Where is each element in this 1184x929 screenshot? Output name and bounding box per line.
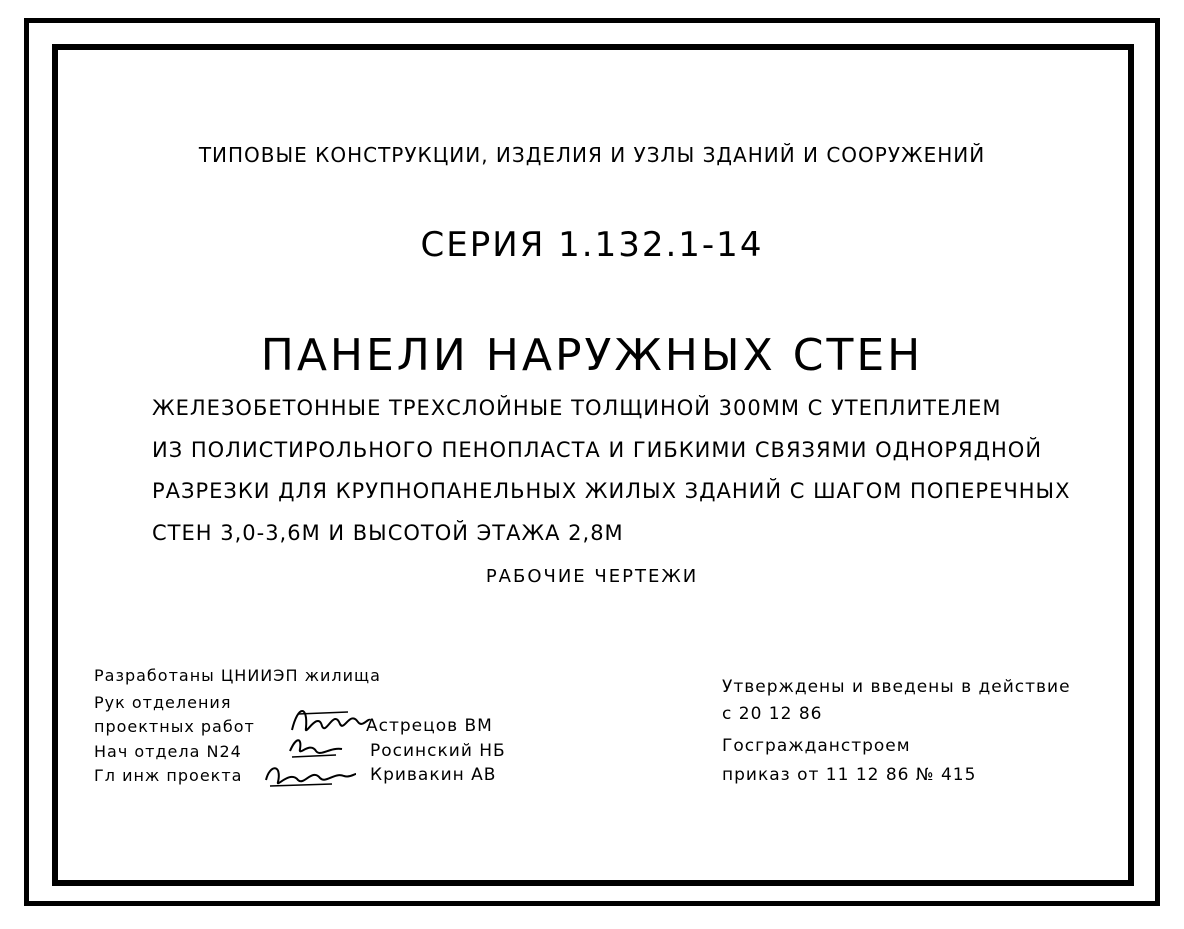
signer-name: Росинский НБ	[370, 741, 506, 761]
approval-line: Утверждены и введены в действие	[722, 677, 1071, 697]
chief-engineer-label: Гл инж проекта	[94, 766, 243, 785]
series-number: СЕРИЯ 1.132.1-14	[420, 225, 764, 265]
description-line: РАЗРЕЗКИ ДЛЯ КРУПНОПАНЕЛЬНЫХ ЖИЛЫХ ЗДАНИЙ С ШАГОМ ПОПЕРЕЧНЫХ	[152, 479, 1071, 503]
developed-by: Разработаны ЦНИИЭП жилища	[94, 666, 381, 685]
signer-name: Кривакин АВ	[370, 765, 497, 785]
dept-head-label: Рук отделения	[94, 693, 232, 712]
document-header: ТИПОВЫЕ КОНСТРУКЦИИ, ИЗДЕЛИЯ И УЗЛЫ ЗДАНИЙ И СООРУЖЕНИЙ	[198, 143, 986, 167]
dept-chief-label: Нач отдела N24	[94, 742, 242, 761]
description-line: ИЗ ПОЛИСТИРОЛЬНОГО ПЕНОПЛАСТА И ГИБКИМИ СВЯЗЯМИ ОДНОРЯДНОЙ	[152, 438, 1043, 462]
signature-2	[286, 733, 346, 761]
description-line: СТЕН 3,0-3,6М И ВЫСОТОЙ ЭТАЖА 2,8М	[152, 521, 624, 545]
approval-authority: Госгражданстроем	[722, 736, 911, 756]
work-drawings-label: РАБОЧИЕ ЧЕРТЕЖИ	[485, 566, 699, 587]
approval-order: приказ от 11 12 86 № 415	[722, 765, 977, 785]
dept-head-label-2: проектных работ	[94, 717, 255, 736]
signature-3	[262, 760, 358, 790]
approval-date: с 20 12 86	[722, 704, 823, 724]
document-title: ПАНЕЛИ НАРУЖНЫХ СТЕН	[260, 330, 924, 381]
description-line: ЖЕЛЕЗОБЕТОННЫЕ ТРЕХСЛОЙНЫЕ ТОЛЩИНОЙ 300ММ С УТЕПЛИТЕЛЕМ	[152, 396, 1002, 420]
signer-name: Астрецов ВМ	[366, 716, 493, 736]
